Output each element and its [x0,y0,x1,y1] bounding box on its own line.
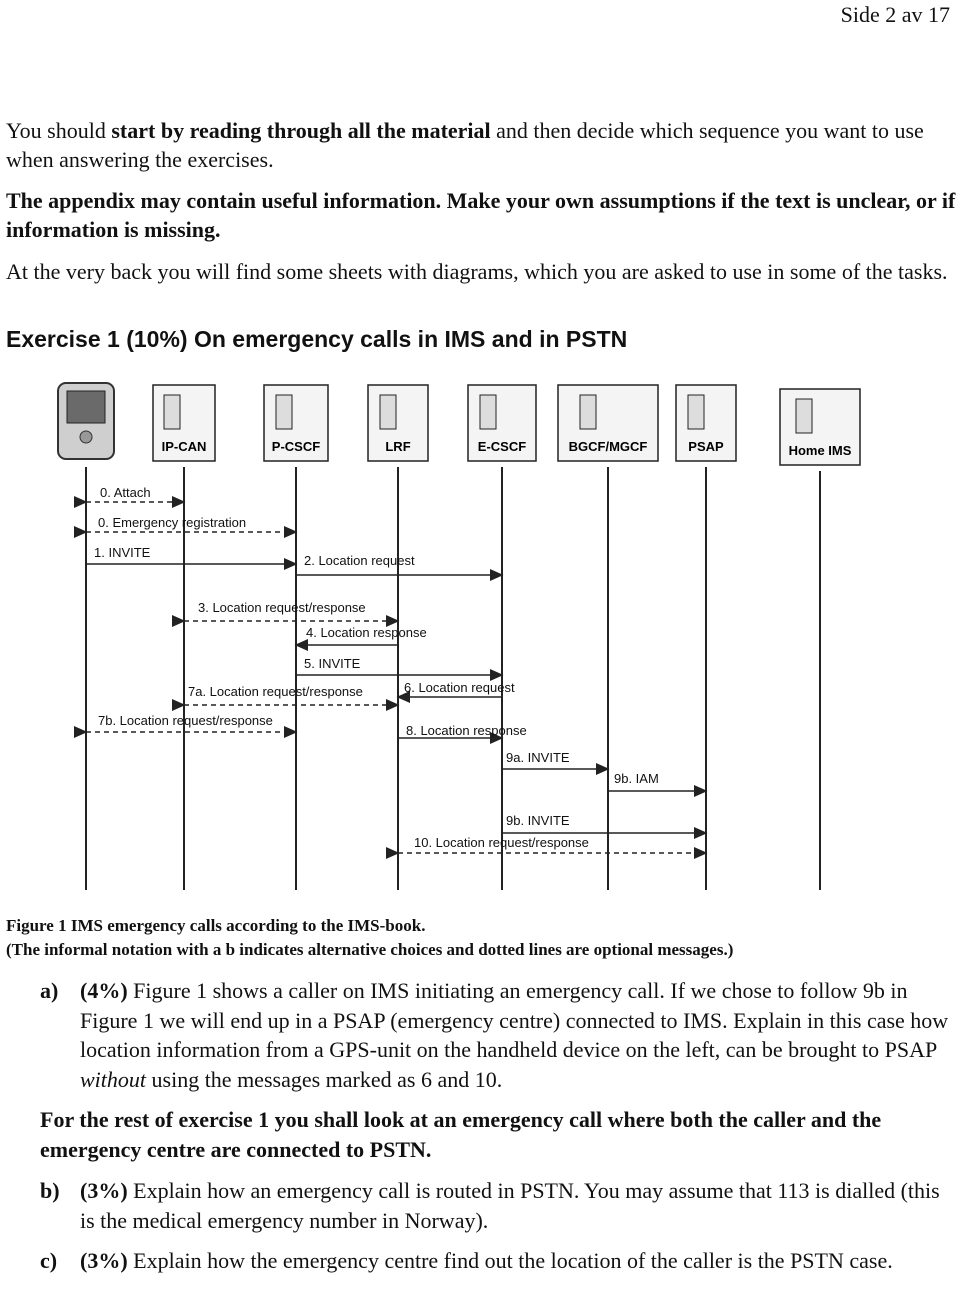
entity-bgcf-mgcf [558,385,658,461]
question-c-percent: (3%) [80,1248,128,1273]
entity-home-ims [780,389,860,465]
message-label: 0. Emergency registration [98,515,247,530]
rest-of-exercise-intro [40,1105,956,1164]
message-label: 10. Location request/response [414,835,589,850]
message-label: 9b. INVITE [506,813,570,828]
message-label: 9b. IAM [614,771,659,786]
question-a-emphasis: without [80,1066,147,1092]
question-a-body-end: using the messages marked as 6 and 10. [146,1066,503,1092]
intro-text: You should [6,118,112,143]
entity-label: E-CSCF [477,439,527,454]
intro-paragraph-2 [6,186,956,244]
figure-caption-note: (The informal notation with a b indicates alternative choices and dotted lines are optional messages.) [6,940,734,959]
entity-label: IP-CAN [161,439,207,454]
entity-label: Home IMS [788,443,852,458]
figure-caption: Figure 1 IMS emergency calls according to the IMS-book. [6,916,426,935]
message-label: 0. Attach [100,485,151,500]
intro-bold-text: The appendix may contain useful information. Make your own assumptions if the text is unclear, or if information is missing. [6,188,956,242]
message-label: 3. Location request/response [198,600,366,615]
page-number: Side 2 av 17 [840,2,950,27]
entity-psap [676,385,736,461]
question-c-text [80,1246,956,1276]
intro-paragraph-1 [6,116,956,174]
message-label: 9a. INVITE [506,750,570,765]
question-c-body: Explain how the emergency centre find out the location of the caller is the PSTN case. [127,1248,893,1273]
entity-label: PSAP [688,439,724,454]
message-label: 7a. Location request/response [188,684,363,699]
entity-lrf [368,385,428,461]
question-c-label: c) [40,1248,58,1273]
question-a-body: Figure 1 shows a caller on IMS initiating an emergency call. If we chose to follow 9b in Figure 1 we will end up in a PSAP (emergency centre) connected to IMS. Explain in this case how location information from a GPS-unit on the handheld device on the left, can be brought to PSAP [80,978,949,1062]
entity-ip-can [153,385,215,461]
question-b-label: b) [40,1178,60,1203]
message-label: 8. Location response [406,723,527,738]
intro-paragraph-3: At the very back you will find some sheets with diagrams, which you are asked to use in some of the tasks. [6,259,948,284]
intro-bold-text: start by reading through all the material [111,118,491,143]
mobile-handset-icon [58,383,114,459]
entity-p-cscf [264,385,328,461]
question-a-text [80,976,956,1094]
message-label: 1. INVITE [94,545,151,560]
message-label: 5. INVITE [304,656,361,671]
intro-text: and then decide which sequence you want to use when answering the exercises. [6,118,924,172]
rest-intro-text: For the rest of exercise 1 you shall look at an emergency call where both the caller and the emergency centre are connected to PSTN. [40,1107,882,1162]
message-label: 2. Location request [304,553,415,568]
message-label: 4. Location response [306,625,427,640]
question-a-percent: (4%) [80,978,128,1003]
entity-e-cscf [468,385,536,461]
exercise-heading: Exercise 1 (10%) On emergency calls in IMS and in PSTN [6,326,628,352]
lifelines [86,467,820,890]
question-a-label: a) [40,978,59,1003]
message-label: 7b. Location request/response [98,713,273,728]
entity-label: LRF [385,439,411,454]
ims-emergency-call-sequence-diagram [40,375,870,895]
question-b-body: Explain how an emergency call is routed in PSTN. You may assume that 113 is dialled (this is the medical emergency number in Norway). [80,1178,940,1233]
message-label: 6. Location request [404,680,515,695]
entity-label: P-CSCF [271,439,321,454]
entity-label: BGCF/MGCF [568,439,648,454]
question-b-percent: (3%) [80,1178,128,1203]
question-b-text [80,1176,956,1235]
